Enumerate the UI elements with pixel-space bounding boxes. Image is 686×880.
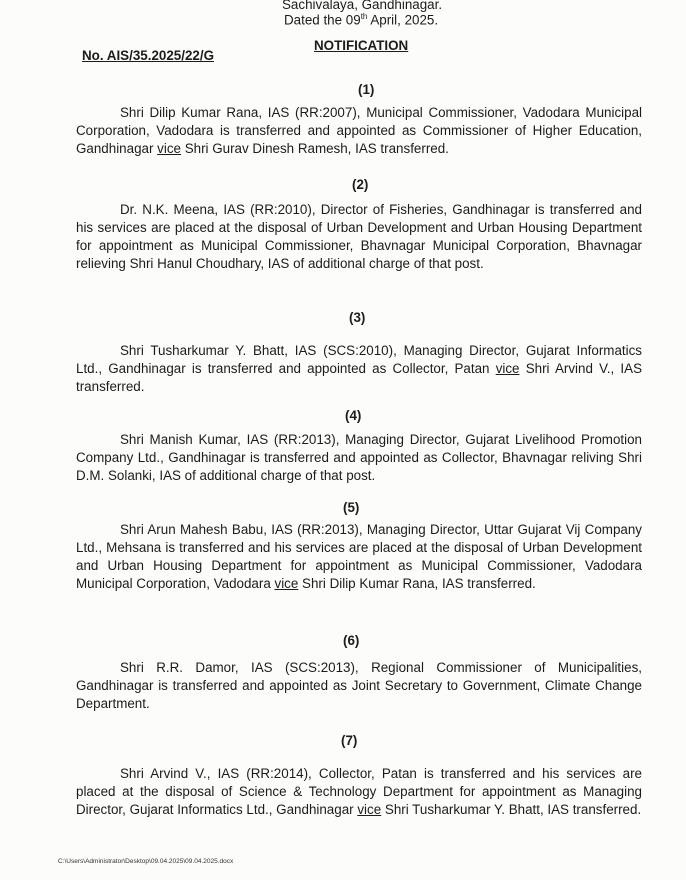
order-3-number: (3): [349, 310, 366, 325]
order-5-vice: vice: [274, 576, 299, 591]
order-7-vice: vice: [357, 802, 382, 817]
order-5-number: (5): [343, 500, 360, 515]
order-3-after: Shri Arvind V., IAS transferred.: [76, 361, 643, 394]
order-6-number: (6): [343, 633, 360, 648]
order-number: No. AIS/35.2025/22/G: [82, 48, 214, 63]
order-7-text: [76, 765, 642, 819]
order-2-before: Dr. N.K. Meena, IAS (RR:2010), Director of Fisheries, Gandhinagar is transferred and his services are placed at the disposal of Urban Development and Urban Housing Department for appointment as Municipal Commissioner, Bhavnagar Municipal Corporation, Bhavnagar relieving Shri Hanul Choudhary, IAS of additional charge of that post.: [76, 202, 642, 271]
order-2-text: [76, 201, 642, 273]
order-3-before: Shri Tusharkumar Y. Bhatt, IAS (SCS:2010), Managing Director, Gujarat Informatics Ltd., Gandhinagar is transferred and appointed as Collector, Patan: [76, 343, 642, 376]
order-5-before: Shri Arun Mahesh Babu, IAS (RR:2013), Managing Director, Uttar Gujarat Vij Company Ltd., Mehsana is transferred and his services are placed at the disposal of Urban Development and Urban Housing Department for appointment as Municipal Commissioner, Vadodara Municipal Corporation, Vadodara: [76, 522, 642, 591]
order-5-text: [76, 521, 642, 593]
order-7-after: Shri Tusharkumar Y. Bhatt, IAS transferred.: [381, 802, 642, 817]
order-5-after: Shri Dilip Kumar Rana, IAS transferred.: [298, 576, 536, 591]
order-4-number: (4): [345, 408, 362, 423]
order-4-text: [76, 431, 642, 485]
notification-title: NOTIFICATION: [314, 38, 409, 53]
order-7-number: (7): [341, 733, 358, 748]
order-6-text: [76, 659, 642, 713]
order-1-text: [76, 104, 642, 158]
header-date: [284, 12, 504, 27]
order-1-after: Shri Gurav Dinesh Ramesh, IAS transferred.: [180, 141, 449, 156]
header-place: Sachivalaya, Gandhinagar.: [282, 0, 443, 12]
order-3-text: [76, 342, 642, 396]
file-path-footer: C:\Users\Administrator\Desktop\09.04.2025\09.04.2025.docx: [58, 858, 234, 865]
order-3-vice: vice: [495, 361, 520, 376]
order-1-number: (1): [358, 82, 375, 97]
order-4-before: Shri Manish Kumar, IAS (RR:2013), Managing Director, Gujarat Livelihood Promotion Company Ltd., Gandhinagar is transferred and appointed as Collector, Bhavnagar reliving Shri D.M. Solanki, IAS of additional charge of that post.: [76, 432, 642, 483]
order-6-before: Shri R.R. Damor, IAS (SCS:2013), Regional Commissioner of Municipalities, Gandhinagar is transferred and appointed as Joint Secretary to Government, Climate Change Department.: [76, 660, 642, 711]
order-1-before: Shri Dilip Kumar Rana, IAS (RR:2007), Municipal Commissioner, Vadodara Municipal Corporation, Vadodara is transferred and appointed as Commissioner of Higher Education, Gandhinagar: [76, 105, 642, 156]
order-1-vice: vice: [157, 141, 181, 156]
date-suffix: April, 2025.: [367, 12, 439, 28]
date-sup: th: [360, 12, 368, 21]
date-prefix: Dated the 09: [284, 12, 361, 28]
order-7-before: Shri Arvind V., IAS (RR:2014), Collector, Patan is transferred and his services are placed at the disposal of Science & Technology Department for appointment as Managing Director, Gujarat Informatics Ltd., Gandhinagar: [76, 766, 642, 817]
order-2-number: (2): [352, 177, 369, 192]
